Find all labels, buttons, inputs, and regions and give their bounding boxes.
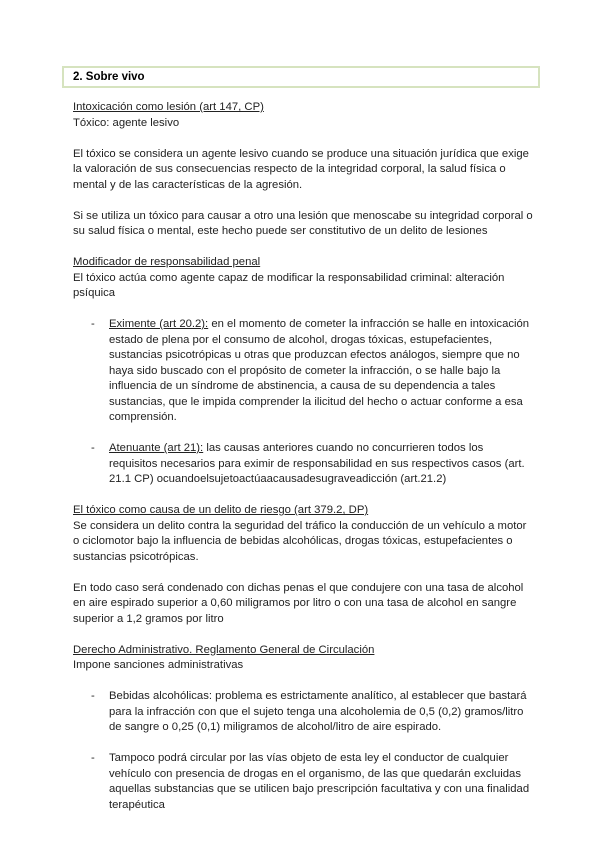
section-title: 2. Sobre vivo <box>73 71 145 83</box>
eximente-text: en el momento de cometer la infracción se halle en intoxicación estado de plena por el consumo de alcohol, drogas tóxicas, estupefacientes, sustancias psicotrópicas u otras que produzcan efectos análogos, siempre que no haya sido buscado con el propósito de cometer la infracción, o se halle bajo la influencia de un síndrome de abstinencia, a causa de su dependencia a tales sustancias, que le impida comprender la ilicitud del hecho o actuar conforme a esa comprensión. <box>109 318 530 423</box>
administrativo-heading: Derecho Administrativo. Reglamento General de Circulación <box>73 643 375 656</box>
list-item-eximente <box>73 317 533 426</box>
document-body <box>73 100 533 829</box>
intox-heading: Intoxicación como lesión (art 147, CP) <box>73 101 264 113</box>
list-item-drogas <box>73 751 533 813</box>
bebidas-text: Bebidas alcohólicas: problema es estrictamente analítico, al establecer que bastará para la infracción con que el sujeto tenga una alcoholemia de 0,5 (0,2) gramos/litro de sangre o 0,25 (0,1) miligramos de alcohol/litro de aire espirado. <box>109 690 527 733</box>
riesgo-heading: El tóxico como causa de un delito de riesgo (art 379.2, DP) <box>73 504 369 516</box>
list-item-atenuante <box>73 441 533 488</box>
administrativo-list <box>73 689 533 813</box>
riesgo-paragraph-2: En todo caso será condenado con dichas penas el que condujere con una tasa de alcohol en aire espirado superior a 0,60 miligramos por litro o con una tasa de alcohol en sangre superior a 1,2 gramos por litro <box>73 581 524 625</box>
intox-paragraph-1: El tóxico se considera un agente lesivo cuando se produce una situación jurídica que exige la valoración de sus consecuencias respecto de la integridad corporal, la salud física o mental y de las características de la agresión. <box>73 147 529 191</box>
atenuante-text: las causas anteriores cuando no concurrieren todos los requisitos necesarios para eximir de responsabilidad en sus respectivos casos (art. 21.1 CP) ocuandoelsujetoactúaacausadesugraveadicción (art.21.2) <box>109 442 525 485</box>
list-item-bebidas <box>73 689 533 736</box>
dash-bullet: - <box>91 318 95 330</box>
intox-paragraph-2: Si se utiliza un tóxico para causar a otro una lesión que menoscabe su integridad corporal o su salud física o mental, este hecho puede ser constitutivo de un delito de lesiones <box>73 209 533 237</box>
modificador-list <box>73 317 533 488</box>
dash-bullet: - <box>91 752 95 764</box>
modificador-heading: Modificador de responsabilidad penal <box>73 256 261 268</box>
modificador-intro: El tóxico actúa como agente capaz de modificar la responsabilidad criminal: alteración psíquica <box>73 271 505 299</box>
drogas-text: Tampoco podrá circular por las vías objeto de esta ley el conductor de cualquier vehículo con presencia de drogas en el organismo, de las que quedarán excluidas aquellas substancias que se utilicen bajo prescripción facultativa y con una finalidad terapéutica <box>109 752 530 811</box>
eximente-label: Eximente (art 20.2): <box>109 318 209 330</box>
administrativo-intro: Impone sanciones administrativas <box>73 659 244 671</box>
riesgo-paragraph-1: Se considera un delito contra la seguridad del tráfico la conducción de un vehículo a motor o ciclomotor bajo la influencia de bebidas alcohólicas, drogas tóxicas, estupefacientes o sustancias psicotrópicas. <box>73 519 527 563</box>
atenuante-label: Atenuante (art 21): <box>109 442 204 454</box>
dash-bullet: - <box>91 690 95 702</box>
dash-bullet: - <box>91 442 95 454</box>
section-header-box <box>62 66 540 88</box>
intox-subtitle: Tóxico: agente lesivo <box>73 116 180 129</box>
